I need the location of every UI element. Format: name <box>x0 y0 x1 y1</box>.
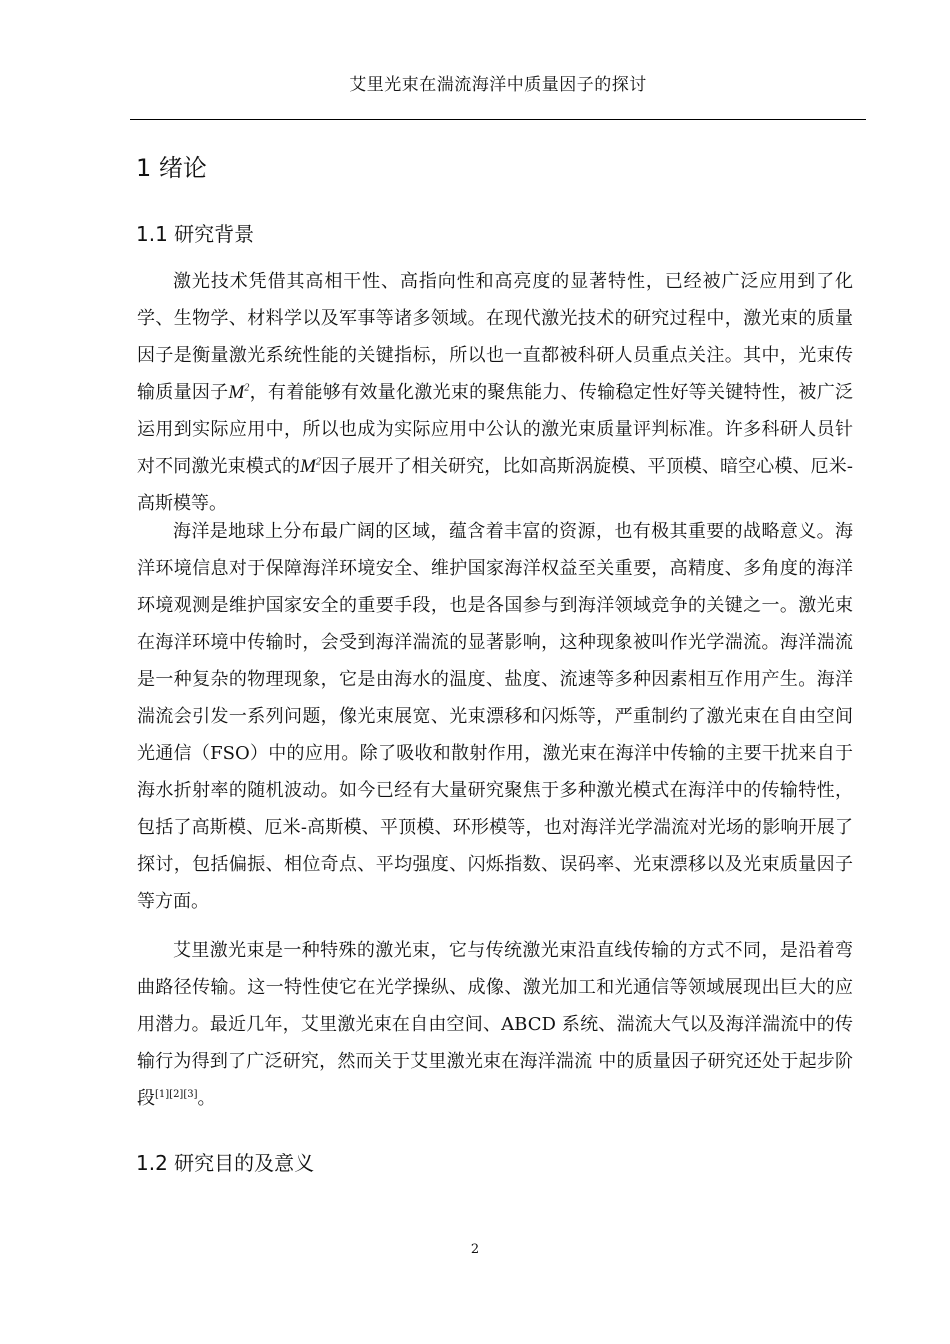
m-squared-symbol: $M^2$ <box>228 382 250 403</box>
paragraph-2: 海洋是地球上分布最广阔的区域，蕴含着丰富的资源，也有极其重要的战略意义。海洋环境信息对于保障海洋环境安全、维护国家海洋权益至关重要，高精度、多角度的海洋环境观测是维护国家安全的重要手段，也是各国参与到海洋领域竞争的关键之一。激光束在海洋环境中传输时，会受到海洋湍流的显著影响，这种现象被叫作光学湍流。海洋湍流是一种复杂的物理现象，它是由海水的温度、盐度、流速等多种因素相互作用产生。海洋湍流会引发一系列问题，像光束展宽、光束漂移和闪烁等，严重制约了激光束在自由空间光通信（FSO）中的应用。除了吸收和散射作用，激光束在海洋中传输的主要干扰来自于海水折射率的随机波动。如今已经有大量研究聚焦于多种激光模式在海洋中的传输特性，包括了高斯模、厄米-高斯模、平顶模、环形模等，也对海洋光学湍流对光场的影响开展了探讨，包括偏振、相位奇点、平均强度、闪烁指数、误码率、光束漂移以及光束质量因子等方面。 <box>137 521 853 912</box>
page-number: 2 <box>470 1242 480 1257</box>
header-divider <box>130 119 866 120</box>
section-heading-1-1: 1.1 研究背景 <box>136 222 255 246</box>
paragraph-1 <box>137 263 853 522</box>
chapter-heading: 1 绪论 <box>136 154 207 182</box>
paragraph-1-text-b: ，有着能够有效量化激光束的聚焦能力、传输稳定性好等关键特性，被广泛运用到实际应用中，所以也成为实际应用中公认的激光束质量评判标准。许多科研人员针对不同激光束模式的 <box>137 382 854 477</box>
section-heading-1-2: 1.2 研究目的及意义 <box>136 1151 315 1175</box>
paragraph-1-text-c: 因子展开了相关研究，比如高斯涡旋模、平顶模、暗空心模、厄米-高斯模等。 <box>137 456 853 514</box>
running-header: 艾里光束在湍流海洋中质量因子的探讨 <box>349 75 647 95</box>
paragraph-3: 艾里激光束是一种特殊的激光束，它与传统激光束沿直线传输的方式不同，是沿着弯曲路径传输。这一特性使它在光学操纵、成像、激光加工和光通信等领域展现出巨大的应用潜力。最近几年，艾里激光束在自由空间、ABCD 系统、湍流大气以及海洋湍流中的传输行为得到了广泛研究，然而关于艾里激光束在海洋湍流 中的质量因子研究还处于起步阶段[1][2][3]。 <box>137 940 853 1109</box>
paragraph-1-text-a: 激光技术凭借其高相干性、高指向性和高亮度的显著特性，已经被广泛应用到了化学、生物学、材料学以及军事等诸多领域。在现代激光技术的研究过程中，激光束的质量因子是衡量激光系统性能的关键指标，所以也一直都被科研人员重点关注。其中，光束传输质量因子 <box>137 271 853 403</box>
paragraph-3-text: 艾里激光束是一种特殊的激光束，它与传统激光束沿直线传输的方式不同，是沿着弯曲路径传输。这一特性使它在光学操纵、成像、激光加工和光通信等领域展现出巨大的应用潜力。最近几年，艾里激光束在自由空间、ABCD 系统、湍流大气以及海洋湍流中的传输行为得到了广泛研究，然而关于艾里激光束在海洋湍流 中的质量因子研究还处于起步阶段 <box>137 940 853 1109</box>
citation-refs: [1][2][3] <box>155 1089 198 1100</box>
m-squared-symbol: $M^2$ <box>300 456 321 477</box>
